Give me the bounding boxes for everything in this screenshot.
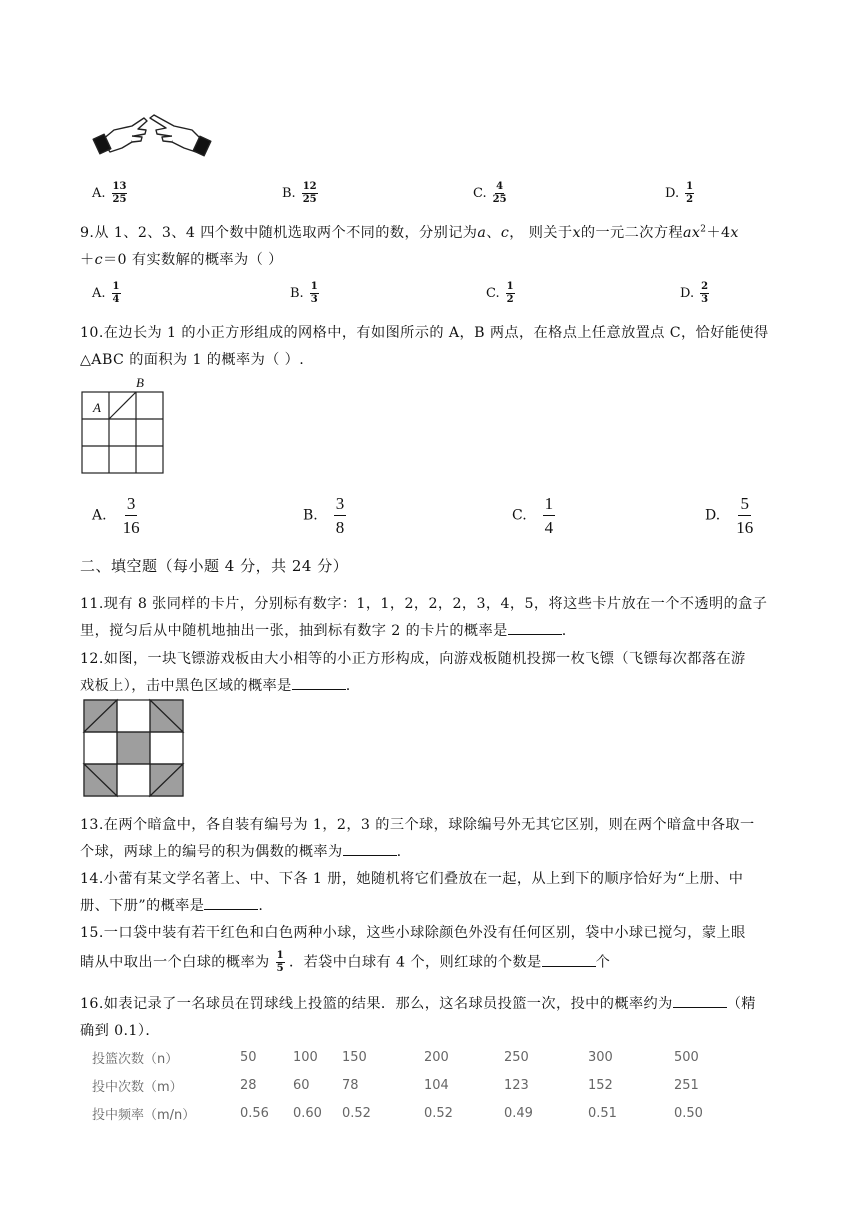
answer-blank <box>204 897 258 910</box>
table-row: 投中次数（m） 28 60 78 104 123 152 251 <box>92 1077 699 1095</box>
shooting-results-table <box>92 1043 724 1127</box>
q14-line-2: 册、下册”的概率是 . <box>80 898 264 914</box>
table-row: 投中频率（m/n） 0.56 0.60 0.52 0.52 0.49 0.51 0.50 <box>92 1105 703 1123</box>
hands-illustration <box>92 106 212 162</box>
q8-option-c: C. $\frac{4}{25}$ <box>473 181 507 205</box>
q11-line-1: 11.现有 8 张同样的卡片，分别标有数字：1，1，2，2，2，3，4，5，将这些卡片放在一个不透明的盒子 <box>80 596 768 612</box>
answer-blank <box>542 954 596 967</box>
q10-line-1: 10.在边长为 1 的小正方形组成的网格中，有如图所示的 A，B 两点，在格点上任意放置点 C，恰好能使得 <box>80 325 769 341</box>
q11-line-2: 里，搅匀后从中随机地抽出一张，抽到标有数字 2 的卡片的概率是 . <box>80 623 567 639</box>
q12-line-2: 戏板上），击中黑色区域的概率是 . <box>80 678 351 694</box>
q9-line-1: 9.从 1、2、3、4 四个数中随机选取两个不同的数，分别记为a、c， 则关于x的一元二次方程$ax^2+4x$ <box>80 224 739 241</box>
q13-line-1: 13.在两个暗盒中，各自装有编号为 1，2，3 的三个球，球除编号外无其它区别，则在两个暗盒中各取一 <box>80 817 755 833</box>
point-b-label: B <box>136 375 144 390</box>
point-a-label: A <box>93 400 101 415</box>
q8-option-b: B. $\frac{12}{25}$ <box>282 181 317 205</box>
answer-blank <box>292 677 346 690</box>
q8-option-d: D. $\frac{1}{2}$ <box>665 181 694 205</box>
q16-line-1: 16.如表记录了一名球员在罚球线上投篮的结果．那么，这名球员投篮一次，投中的概率约为 （精 <box>80 996 756 1012</box>
q14-line-1: 14.小蕾有某文学名著上、中、下各 1 册，她随机将它们叠放在一起，从上到下的顺序恰好为“上册、中 <box>80 871 744 887</box>
answer-blank <box>508 622 562 635</box>
q9-option-d: D. $\frac{2}{3}$ <box>680 281 709 305</box>
dartboard-figure <box>82 698 186 798</box>
q12-line-1: 12.如图，一块飞镖游戏板由大小相等的小正方形构成，向游戏板随机投掷一枚飞镖（飞镖每次都落在游 <box>80 651 746 667</box>
q9-option-a: A. $\frac{1}{4}$ <box>92 281 120 305</box>
answer-blank <box>343 843 397 856</box>
q9-option-b: B. $\frac{1}{3}$ <box>290 281 318 305</box>
q10-line-2: △ABC 的面积为 1 的概率为（ ）. <box>80 352 305 368</box>
q10-option-c: C. $\frac{1}{4}$ <box>512 494 554 537</box>
q15-line-2: 睛从中取出一个白球的概率为 $\frac{1}{5}$ ．若袋中白球有 4 个，则红球的个数是 个 <box>80 950 611 974</box>
q16-line-2: 确到 0.1）． <box>80 1023 160 1039</box>
q9-line-2: ＋c＝0 有实数解的概率为（ ） <box>80 252 283 268</box>
q8-option-a: A. $\frac{13}{25}$ <box>92 181 127 205</box>
q10-option-d: D. $\frac{5}{16}$ <box>705 494 754 537</box>
answer-blank <box>673 995 727 1008</box>
q9-option-c: C. $\frac{1}{2}$ <box>486 281 514 305</box>
q10-option-a: A. $\frac{3}{16}$ <box>92 494 140 537</box>
q13-line-2: 个球，两球上的编号的积为偶数的概率为 . <box>80 844 402 860</box>
q10-option-b: B. $\frac{3}{8}$ <box>303 494 345 537</box>
section-2-title: 二、填空题（每小题 4 分，共 24 分） <box>80 557 349 575</box>
q10-grid-figure <box>78 372 170 478</box>
q15-line-1: 15.一口袋中装有若干红色和白色两种小球，这些小球除颜色外没有任何区别，袋中小球已搅匀，蒙上眼 <box>80 925 746 941</box>
table-row: 投篮次数（n） 50 100 150 200 250 300 500 <box>92 1049 699 1067</box>
